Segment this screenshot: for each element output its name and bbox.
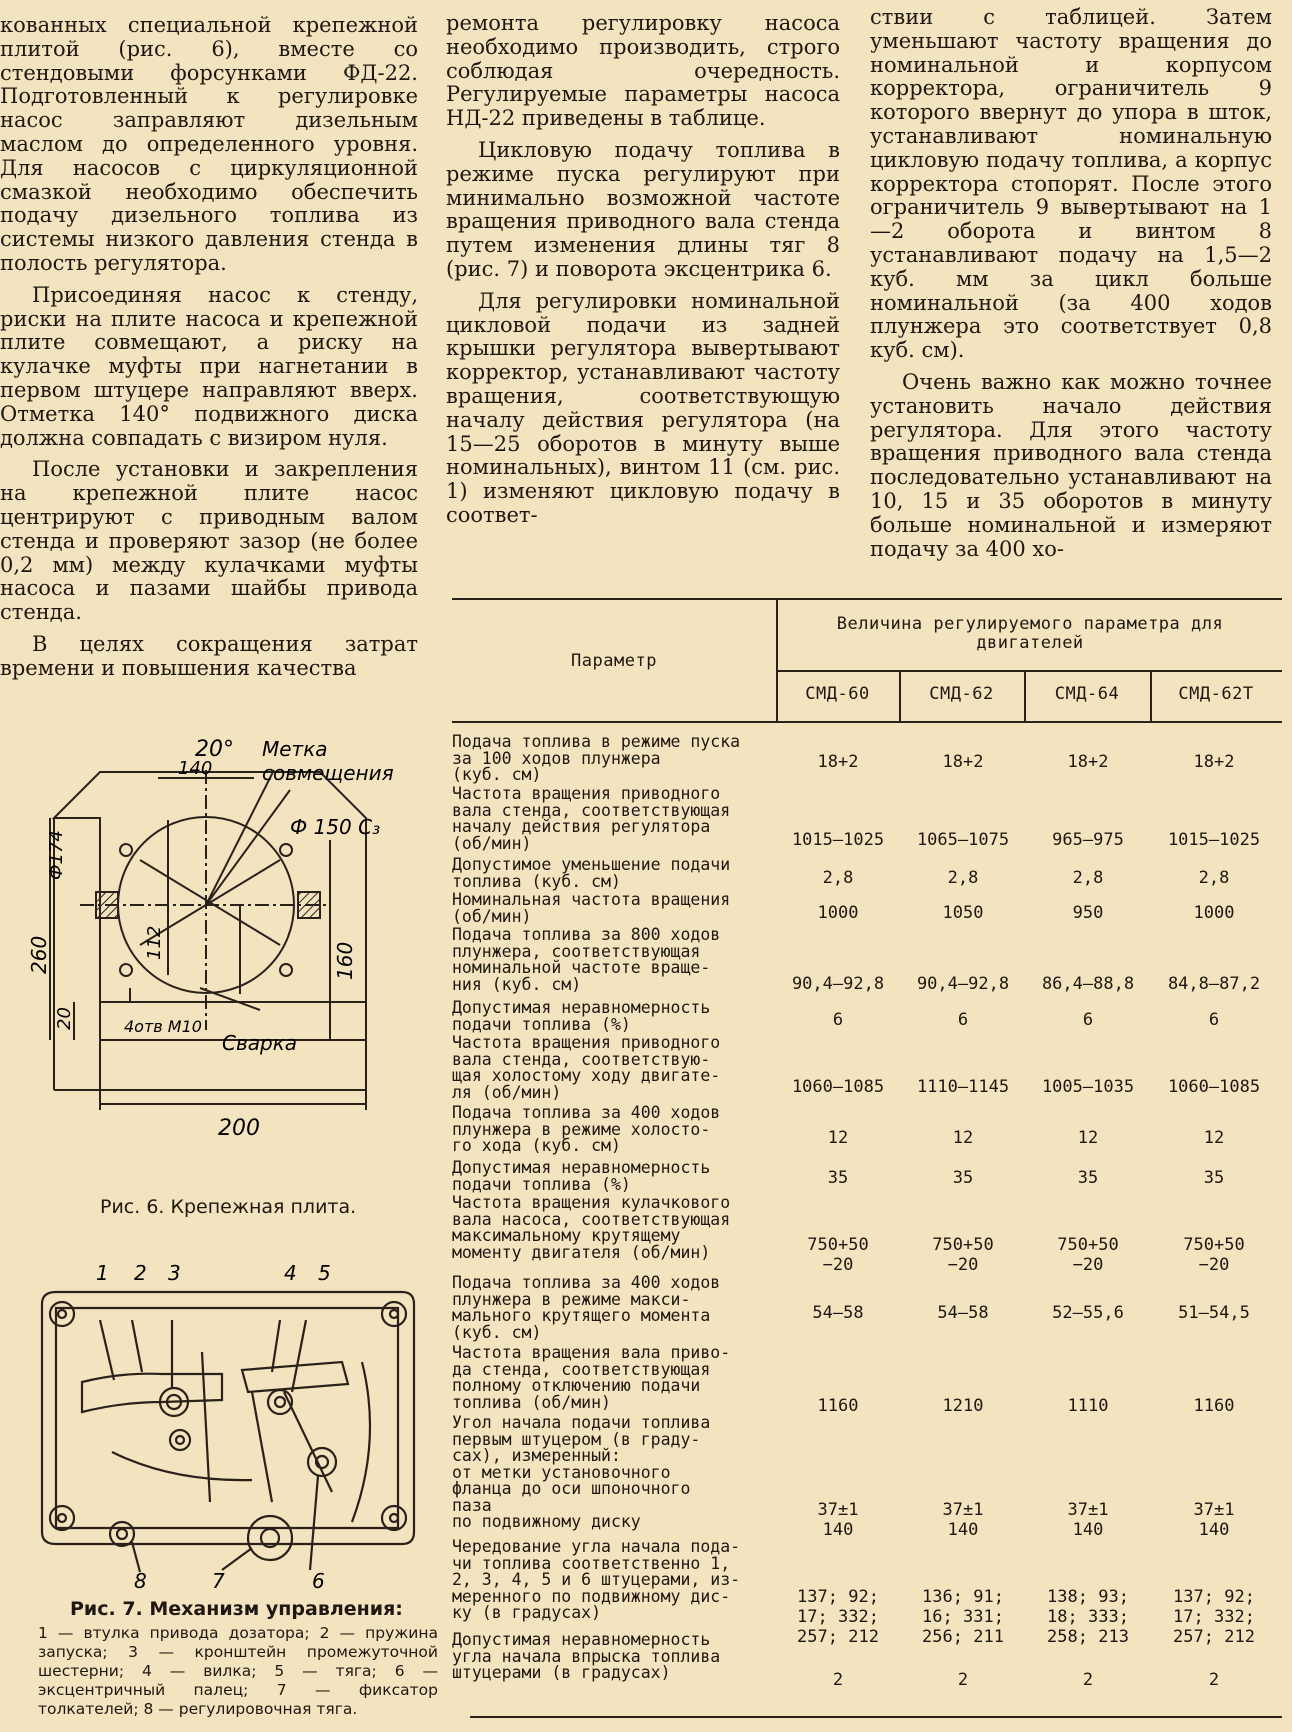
fig6-label: Ф174 bbox=[46, 830, 67, 880]
fig7-number: 6 bbox=[312, 1569, 325, 1593]
fig6-label: 4отв М10 bbox=[124, 1017, 202, 1036]
table-value-cell: 12 bbox=[952, 1128, 974, 1148]
table-value-cell: 1110 bbox=[1067, 1396, 1109, 1416]
table-value-cell: 54—58 bbox=[812, 1303, 864, 1323]
table-param-line: (об/мин) bbox=[452, 833, 532, 853]
table-param-line: Подача топлива за 800 ходов bbox=[452, 925, 721, 944]
table-value-cell: 37±1 140 bbox=[942, 1500, 984, 1540]
table-value-cell: 138; 93; 18; 333; 258; 213 bbox=[1047, 1587, 1129, 1647]
table-param-line: первым штуцером (в граду- bbox=[452, 1429, 701, 1449]
table-value-cell: 1000 bbox=[817, 903, 859, 923]
paragraph: ремонта регулировку насоса необходимо производить, строго соблюдая очередность. Регулируемые параметры насоса НД-22 приведены в таблице. bbox=[446, 11, 840, 131]
table-param-cell bbox=[452, 1035, 786, 1101]
table-value-cell: 52—55,6 bbox=[1052, 1303, 1124, 1323]
table-value-cell: 37±1 140 bbox=[1067, 1500, 1109, 1540]
fig7-drawing bbox=[22, 1252, 432, 1592]
table-param-cell bbox=[452, 734, 786, 784]
table-value-cell: 90,4—92,8 bbox=[791, 974, 885, 994]
table-value-cell: 965—975 bbox=[1052, 830, 1124, 850]
table-value-cell: 12 bbox=[827, 1128, 849, 1148]
table-param-line: ния (куб. см) bbox=[452, 974, 582, 994]
table-param-line: максимальному крутящему bbox=[452, 1226, 681, 1245]
fig6-label: 20 bbox=[54, 1007, 75, 1030]
table-param-line: вала насоса, соответствующая bbox=[452, 1209, 731, 1229]
text-column-2 bbox=[446, 12, 840, 536]
table-param-line: угла начала впрыска топлива bbox=[452, 1646, 721, 1666]
text-column-3 bbox=[870, 6, 1272, 569]
table-value-cell: 1005—1035 bbox=[1041, 1077, 1135, 1097]
table-value-cell: 51—54,5 bbox=[1178, 1303, 1250, 1323]
engine-header: СМД-62 bbox=[929, 684, 994, 704]
fig6-label: 112 bbox=[144, 925, 165, 960]
table-value-cell: 12 bbox=[1203, 1128, 1225, 1148]
table-value-cell: 37±1 140 bbox=[817, 1500, 859, 1540]
table-value-cell: 37±1 140 bbox=[1193, 1500, 1235, 1540]
table-value-cell: 90,4—92,8 bbox=[916, 974, 1010, 994]
fig7-number: 1 bbox=[96, 1261, 109, 1285]
table-top-rule bbox=[452, 598, 1282, 600]
table-value-cell: 2,8 bbox=[947, 868, 979, 888]
table-value-cell: 35 bbox=[952, 1168, 974, 1188]
table-param-line: по подвижному диску bbox=[452, 1512, 641, 1531]
table-param-cell bbox=[452, 857, 786, 890]
table-value-cell: 6 bbox=[1208, 1010, 1220, 1030]
fig6-label: Ф 150 С₃ bbox=[290, 815, 381, 839]
table-value-cell: 35 bbox=[1077, 1168, 1099, 1188]
paragraph: Цикловую подачу топлива в режиме пуска регулируют при минимально возможной частоте вращения приводного вала стенда путем изменения длины тяг 8 (рис. 7) и поворота эксцентрика 6. bbox=[446, 137, 840, 281]
table-param-line: Угол начала подачи топлива bbox=[452, 1413, 711, 1432]
fig7-number: 7 bbox=[212, 1569, 225, 1593]
table-param-line: вала стенда, соответствующая bbox=[452, 800, 731, 820]
table-value-cell: 18+2 bbox=[942, 752, 984, 772]
fig6-label: 20° bbox=[195, 737, 234, 762]
table-value-cell: 6 bbox=[1082, 1010, 1094, 1030]
table-param-line: (об/мин) bbox=[452, 906, 532, 926]
table-param-line: Подача топлива за 400 ходов bbox=[452, 1103, 721, 1122]
table-value-cell: 2 bbox=[957, 1670, 969, 1690]
fig7-legend: 1 — втулка привода дозатора; 2 — пружина запуска; 3 — кронштейн промежуточной шестерни; 4 — вилка; 5 — тяга; 6 — эксцентричный палец; 7 — фиксатор толкателей; 8 — регулировочная тяга. bbox=[38, 1624, 438, 1718]
table-param-cell bbox=[452, 1195, 786, 1261]
table-value-cell: 750+50 −20 bbox=[1057, 1235, 1119, 1275]
table-param-line: плунжера в режиме холосто- bbox=[452, 1119, 711, 1139]
table-param-line: Частота вращения вала приво- bbox=[452, 1343, 731, 1362]
table-value-cell: 18+2 bbox=[817, 752, 859, 772]
fig6-label: Сварка bbox=[222, 1031, 298, 1055]
table-param-line: Подача топлива за 400 ходов bbox=[452, 1273, 721, 1292]
table-value-cell: 84,8—87,2 bbox=[1167, 974, 1261, 994]
table-param-line: подачи топлива (%) bbox=[452, 1174, 631, 1194]
fig6-label: 160 bbox=[333, 941, 357, 980]
table-value-cell: 1050 bbox=[942, 903, 984, 923]
table-value-cell: 1015—1025 bbox=[791, 830, 885, 850]
table-param-line: меренного по подвижному дис- bbox=[452, 1586, 731, 1606]
table-param-line: подачи топлива (%) bbox=[452, 1014, 631, 1034]
table-value-cell: 950 bbox=[1072, 903, 1104, 923]
table-param-line: (куб. см) bbox=[452, 1322, 542, 1342]
table-bottom-rule bbox=[470, 1716, 1282, 1718]
table-value-cell: 1060—1085 bbox=[1167, 1077, 1261, 1097]
table-param-cell bbox=[452, 1160, 786, 1193]
table-value-cell: 750+50 −20 bbox=[807, 1235, 869, 1275]
table-param-cell bbox=[452, 1632, 786, 1682]
paragraph: Очень важно как можно точнее установить начало действия регулятора. Для этого частоту вращения приводного вала стенда последовательно устанавливают на 10, 15 и 35 оборотов в минуту больше номинальной и измеряют подачу за 400 хо- bbox=[870, 369, 1272, 561]
table-param-line: Допустимое уменьшение подачи bbox=[452, 855, 731, 874]
table-param-line: Допустимая неравномерность bbox=[452, 998, 711, 1017]
table-param-cell bbox=[452, 1345, 786, 1411]
fig6-label: 260 bbox=[27, 935, 51, 974]
table-value-cell: 12 bbox=[1077, 1128, 1099, 1148]
table-param-cell bbox=[452, 1105, 786, 1155]
table-param-line: вала стенда, соответствую- bbox=[452, 1049, 711, 1069]
table-param-line: от метки установочного bbox=[452, 1462, 671, 1482]
table-param-line: полному отключению подачи bbox=[452, 1376, 701, 1395]
table-param-line: Номинальная частота вращения bbox=[452, 890, 731, 909]
table-value-cell: 137; 92; 17; 332; 257; 212 bbox=[1173, 1587, 1255, 1647]
group-header: Величина регулируемого параметра для двигателей bbox=[836, 614, 1224, 653]
paragraph: Для регулировки номинальной цикловой подачи из задней крышки регулятора вывертывают корректор, устанавливают частоту вращения, соответствующую началу действия регулятора (на 15—25 оборотов в минуту выше номинальных), винтом 11 (см. рис. 1) изменяют цикловую подачу в соответ- bbox=[446, 288, 840, 527]
paragraph: ствии с таблицей. Затем уменьшают частоту вращения до номинальной и корпусом корректора, ограничитель 9 которого ввернут до упора в шток, устанавливают номинальную цикловую подачу топлива, а корпус корректора стопорят. После этого ограничитель 9 вывертывают на 1—2 оборота и винтом 8 устанавливают подачу на 1,5—2 куб. мм за цикл больше номинальной (за 400 ходов плунжера это соответствует 0,8 куб. см). bbox=[870, 5, 1272, 363]
table-param-line: плунжера, соответствующая bbox=[452, 941, 701, 961]
table-value-cell: 2,8 bbox=[1072, 868, 1104, 888]
table-param-line: за 100 ходов плунжера bbox=[452, 748, 661, 768]
table-value-cell: 1065—1075 bbox=[916, 830, 1010, 850]
table-param-line: ля (об/мин) bbox=[452, 1082, 562, 1102]
table-param-line: топлива (куб. см) bbox=[452, 871, 621, 891]
table-param-cell bbox=[452, 1415, 786, 1531]
paragraph: В целях сокращения затрат времени и повышения качества bbox=[0, 631, 418, 680]
table-param-cell bbox=[452, 786, 786, 852]
table-value-cell: 137; 92; 17; 332; 257; 212 bbox=[797, 1587, 879, 1647]
table-param-line: моменту двигателя (об/мин) bbox=[452, 1242, 711, 1262]
table-value-cell: 750+50 −20 bbox=[932, 1235, 994, 1275]
param-header: Параметр bbox=[571, 651, 657, 671]
table-param-line: го хода (куб. см) bbox=[452, 1136, 621, 1155]
paragraph: кованных специальной крепежной плитой (рис. 6), вместе со стендовыми форсунками ФД-22. Подготовленный к регулировке насос заправляют дизельным маслом до определенного уровня. Для насосов с циркуляционной смазкой необходимо обеспечить подачу дизельного топлива из системы низкого давления стенда в полость регулятора. bbox=[0, 13, 418, 275]
engine-header: СМД-60 bbox=[805, 684, 870, 704]
table-param-line: мального крутящего момента bbox=[452, 1306, 711, 1325]
table-param-line: началу действия регулятора bbox=[452, 817, 711, 836]
fig7-number: 3 bbox=[168, 1261, 181, 1285]
table-param-line: номинальной частоте враще- bbox=[452, 958, 711, 977]
table-param-line: сах), измеренный: bbox=[452, 1446, 621, 1465]
paragraph: После установки и закрепления на крепежной плите насос центрируют с приводным валом стенда и проверяют зазор (не более 0,2 мм) между кулачками муфты насоса и пазами шайбы привода стенда. bbox=[0, 457, 418, 625]
fig6-label: 140 bbox=[178, 758, 213, 779]
table-param-line: Частота вращения приводного bbox=[452, 784, 721, 803]
engine-header: СМД-62Т bbox=[1178, 684, 1254, 704]
table-value-cell: 2 bbox=[1082, 1670, 1094, 1690]
table-value-cell: 1160 bbox=[1193, 1396, 1235, 1416]
table-value-cell: 35 bbox=[1203, 1168, 1225, 1188]
fig7-number: 5 bbox=[318, 1261, 331, 1285]
fig6-label: совмещения bbox=[262, 761, 394, 785]
table-param-line: щая холостому ходу двигате- bbox=[452, 1066, 721, 1085]
table-value-cell: 86,4—88,8 bbox=[1041, 974, 1135, 994]
table-param-line: Подача топлива в режиме пуска bbox=[452, 732, 741, 751]
table-value-cell: 2 bbox=[1208, 1670, 1220, 1690]
table-param-line: Допустимая неравномерность bbox=[452, 1630, 711, 1649]
table-sub-rule bbox=[776, 670, 1282, 672]
fig6-label: Метка bbox=[262, 737, 328, 761]
table-param-line: Допустимая неравномерность bbox=[452, 1158, 711, 1177]
fig6-caption: Рис. 6. Крепежная плита. bbox=[100, 1196, 357, 1218]
table-value-cell: 6 bbox=[832, 1010, 844, 1030]
table-value-cell: 54—58 bbox=[937, 1303, 989, 1323]
table-value-cell: 1210 bbox=[942, 1396, 984, 1416]
table-value-cell: 750+50 −20 bbox=[1183, 1235, 1245, 1275]
table-param-line: фланца до оси шпоночного bbox=[452, 1479, 691, 1498]
table-value-cell: 1000 bbox=[1193, 903, 1235, 923]
table-param-line: топлива (об/мин) bbox=[452, 1392, 611, 1412]
table-value-cell: 1160 bbox=[817, 1396, 859, 1416]
table-param-line: (куб. см) bbox=[452, 765, 542, 784]
table-value-cell: 18+2 bbox=[1067, 752, 1109, 772]
table-value-cell: 35 bbox=[827, 1168, 849, 1188]
paragraph: Присоединяя насос к стенду, риски на плите насоса и крепежной плите совмещают, а риску на кулачке муфты при нагнетании в первом штуцере направляют вверх. Отметка 140° подвижного диска должна совпадать с визиром нуля. bbox=[0, 282, 418, 450]
table-param-cell bbox=[452, 927, 786, 993]
table-value-cell: 136; 91; 16; 331; 256; 211 bbox=[922, 1587, 1004, 1647]
table-value-cell: 1110—1145 bbox=[916, 1077, 1010, 1097]
fig7-number: 8 bbox=[134, 1569, 147, 1593]
table-value-cell: 1060—1085 bbox=[791, 1077, 885, 1097]
table-param-line: паза bbox=[452, 1495, 492, 1515]
fig6-drawing bbox=[27, 730, 440, 1170]
table-param-line: да стенда, соответствующая bbox=[452, 1359, 711, 1379]
fig7-caption: Рис. 7. Механизм управления: bbox=[70, 1598, 403, 1620]
table-param-line: Частота вращения приводного bbox=[452, 1033, 721, 1052]
engine-header: СМД-64 bbox=[1054, 684, 1120, 704]
table-param-line: ку (в градусах) bbox=[452, 1603, 602, 1622]
table-value-cell: 2 bbox=[832, 1670, 844, 1690]
table-param-cell bbox=[452, 1000, 786, 1033]
table-param-line: Частота вращения кулачкового bbox=[452, 1193, 731, 1212]
table-param-line: чи топлива соответственно 1, bbox=[452, 1553, 731, 1573]
fig7-number: 4 bbox=[284, 1261, 297, 1285]
table-param-line: плунжера в режиме макси- bbox=[452, 1289, 691, 1309]
table-param-line: Чередование угла начала пода- bbox=[452, 1537, 741, 1556]
table-param-line: штуцерами (в градусах) bbox=[452, 1663, 671, 1682]
table-param-cell bbox=[452, 1275, 786, 1341]
table-header-rule bbox=[452, 721, 1282, 723]
fig6-label: 200 bbox=[218, 1116, 260, 1141]
table-value-cell: 2,8 bbox=[1198, 868, 1230, 888]
table-value-cell: 18+2 bbox=[1193, 752, 1235, 772]
table-value-cell: 2,8 bbox=[822, 868, 854, 888]
table-value-cell: 1015—1025 bbox=[1167, 830, 1261, 850]
text-column-1 bbox=[0, 14, 418, 689]
table-value-cell: 6 bbox=[957, 1010, 969, 1030]
table-param-cell bbox=[452, 1539, 786, 1622]
table-param-line: 2, 3, 4, 5 и 6 штуцерами, из- bbox=[452, 1570, 741, 1589]
table-param-cell bbox=[452, 892, 786, 925]
fig7-number: 2 bbox=[134, 1261, 147, 1285]
